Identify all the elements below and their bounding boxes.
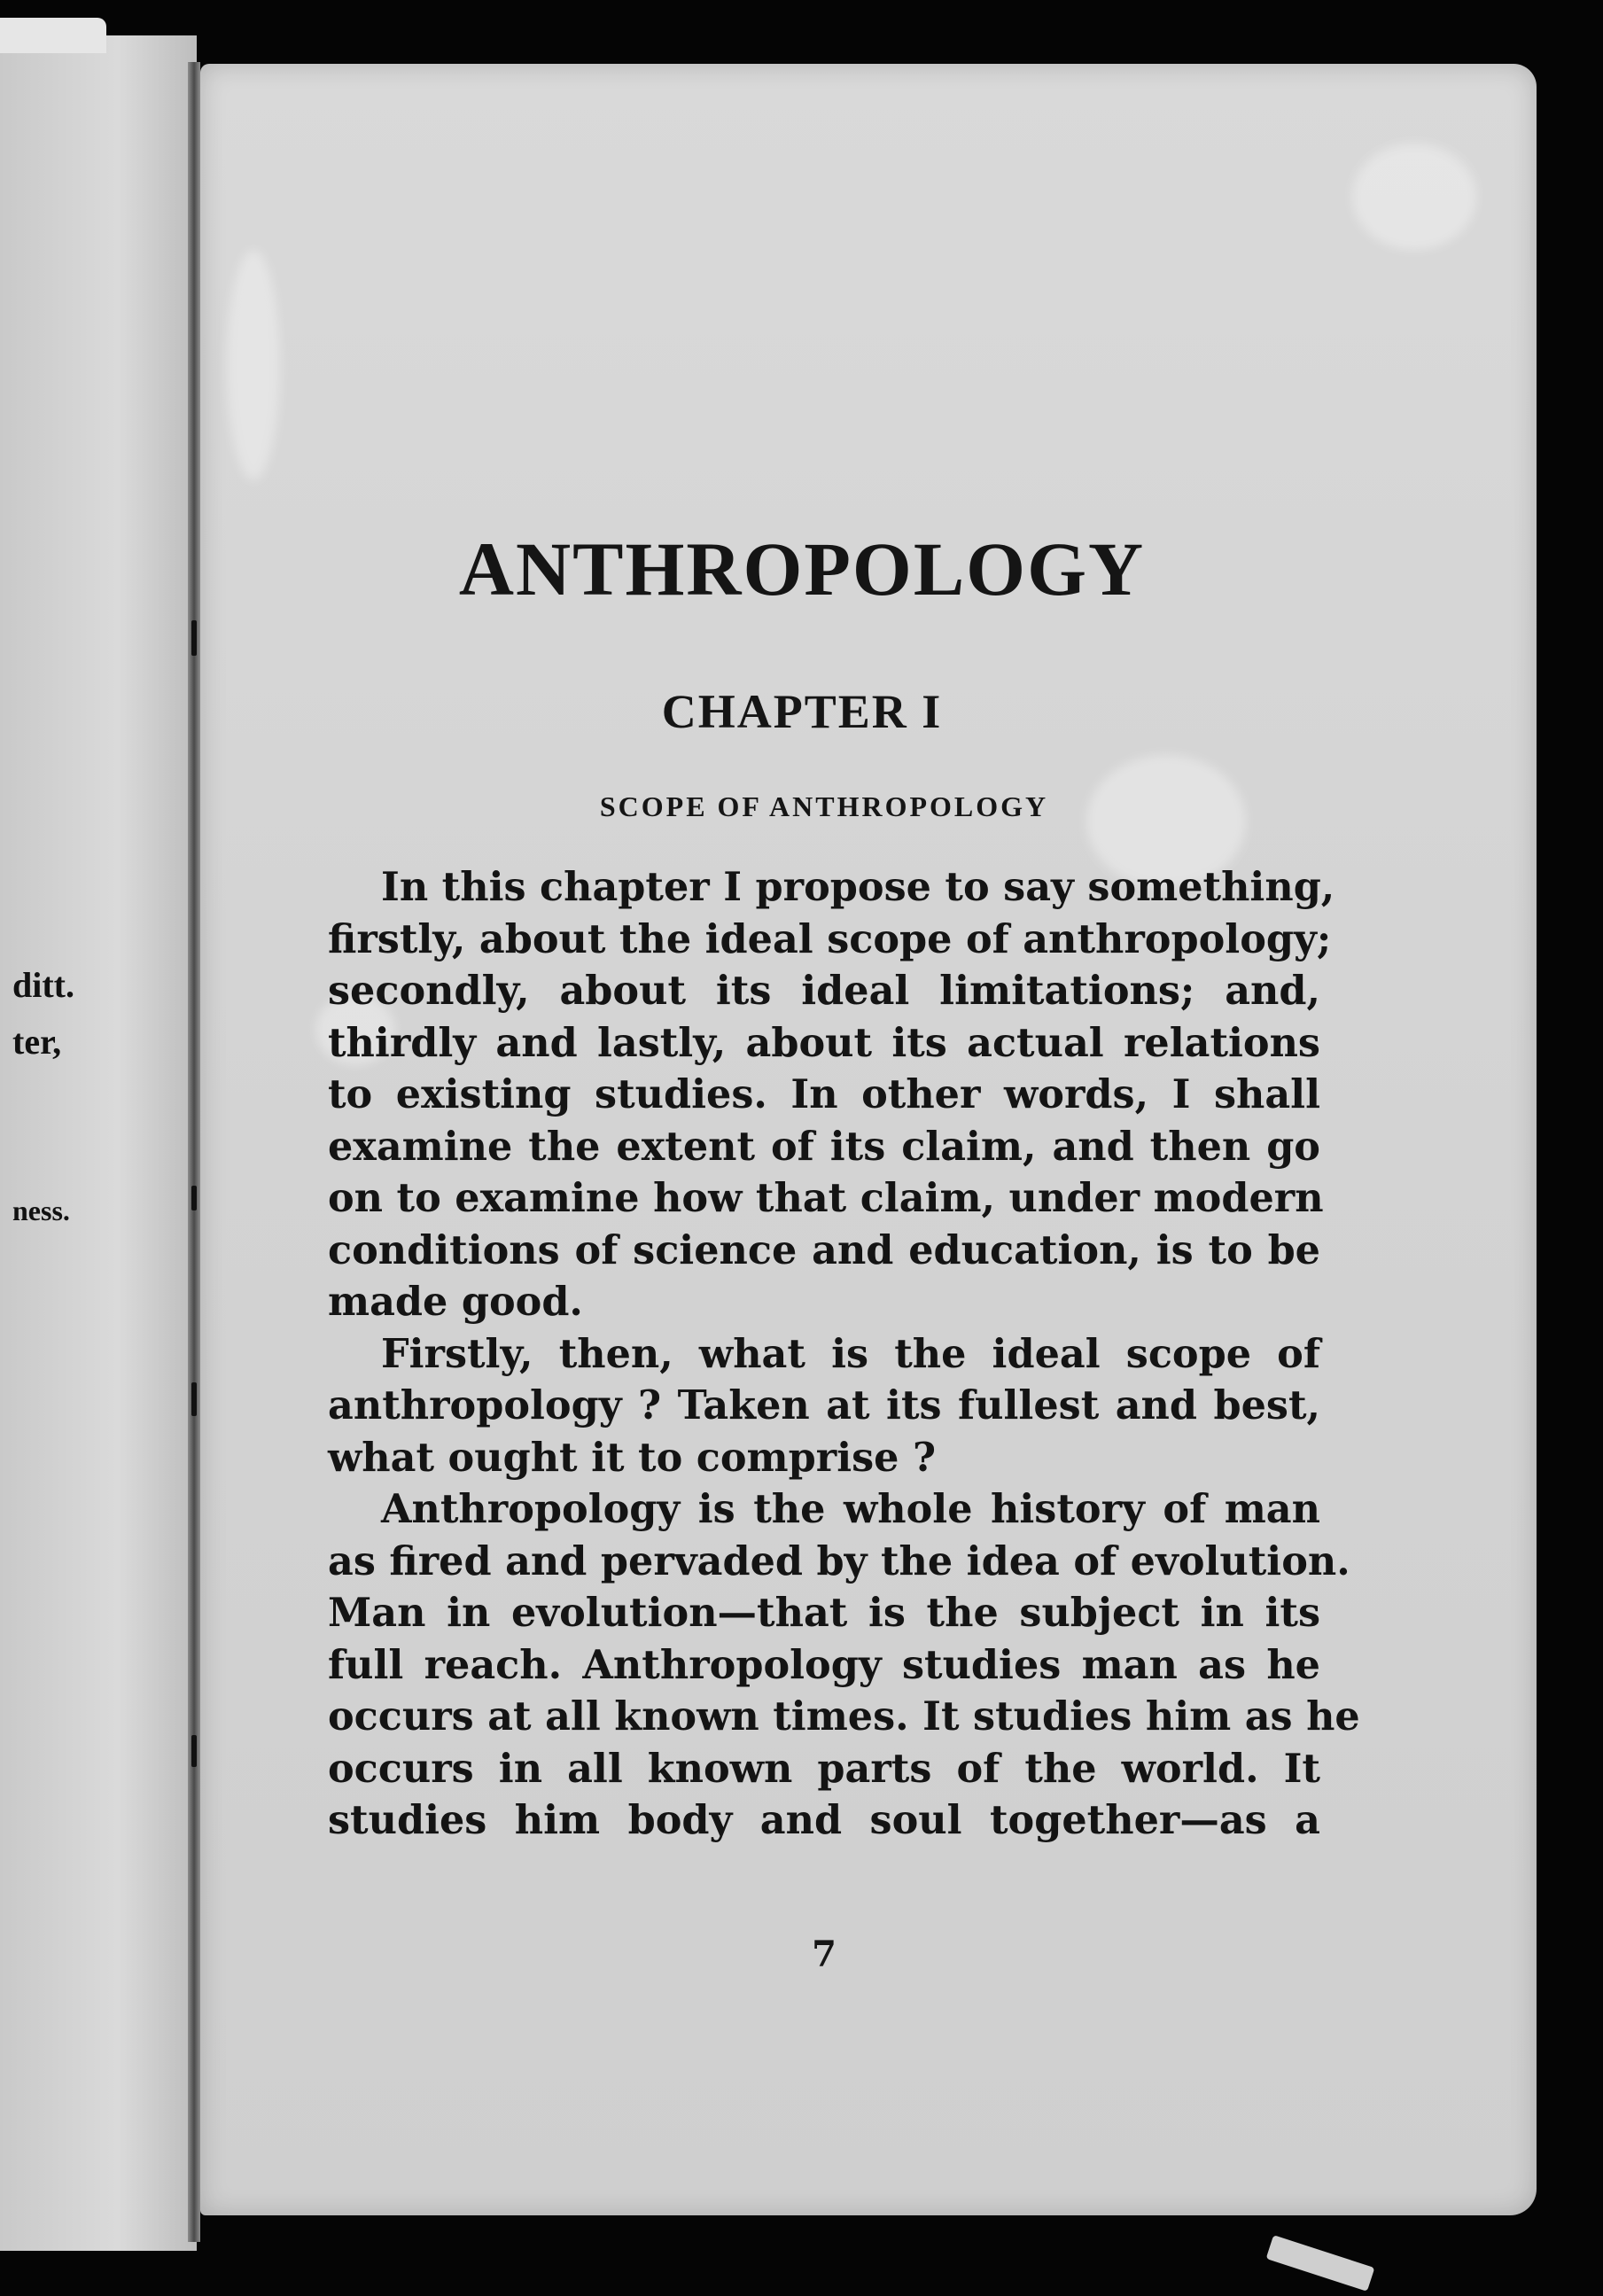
text-line: Man in evolution—that is the subject in its: [328, 1590, 1320, 1636]
text-line: In this chapter I propose to say something,: [381, 864, 1335, 910]
text-line: occurs at all known times. It studies him as he: [328, 1693, 1360, 1740]
gutter-mark: [191, 620, 197, 656]
text-line: studies him body and soul together—as a: [328, 1797, 1320, 1843]
book-gutter: [188, 62, 200, 2242]
paper-stain: [227, 250, 280, 480]
text-line: secondly, about its ideal limitations; and,: [328, 968, 1320, 1014]
paper-scrap: [1266, 2235, 1375, 2292]
text-line: anthropology ? Taken at its fullest and best,: [328, 1382, 1320, 1428]
text-line: firstly, about the ideal scope of anthropology;: [328, 915, 1332, 962]
text-line: thirdly and lastly, about its actual relations: [328, 1019, 1320, 1066]
previous-page-text-fragment: ditt.: [12, 965, 74, 1005]
previous-page-corner: [0, 18, 106, 53]
previous-page-text-fragment: ter,: [12, 1022, 62, 1062]
text-line: as fired and pervaded by the idea of evolution.: [328, 1537, 1350, 1584]
text-line: conditions of science and education, is to be: [328, 1226, 1320, 1273]
text-line: occurs in all known parts of the world. It: [328, 1745, 1320, 1792]
book-page: [200, 64, 1537, 2215]
chapter-heading: CHAPTER I: [661, 685, 943, 738]
text-line: examine the extent of its claim, and then go: [328, 1123, 1320, 1170]
gutter-mark: [191, 1735, 197, 1767]
gutter-mark: [191, 1186, 197, 1210]
text-line: Anthropology is the whole history of man: [381, 1486, 1320, 1532]
text-line: on to examine how that claim, under modern: [328, 1175, 1324, 1221]
paper-stain: [1352, 144, 1476, 250]
gutter-mark: [191, 1382, 197, 1416]
chapter-subtitle: SCOPE OF ANTHROPOLOGY: [599, 790, 1049, 822]
page-number: 7: [812, 1934, 837, 1975]
text-line: made good.: [328, 1279, 583, 1325]
previous-page: [0, 35, 197, 2251]
text-line: what ought it to comprise ?: [328, 1434, 937, 1481]
body-text: [328, 861, 1360, 1847]
text-line: to existing studies. In other words, I shall: [328, 1071, 1320, 1117]
book-title: ANTHROPOLOGY: [458, 526, 1146, 611]
text-line: full reach. Anthropology studies man as he: [328, 1641, 1320, 1688]
previous-page-text-fragment: ness.: [12, 1195, 70, 1226]
text-line: Firstly, then, what is the ideal scope of: [381, 1330, 1320, 1377]
